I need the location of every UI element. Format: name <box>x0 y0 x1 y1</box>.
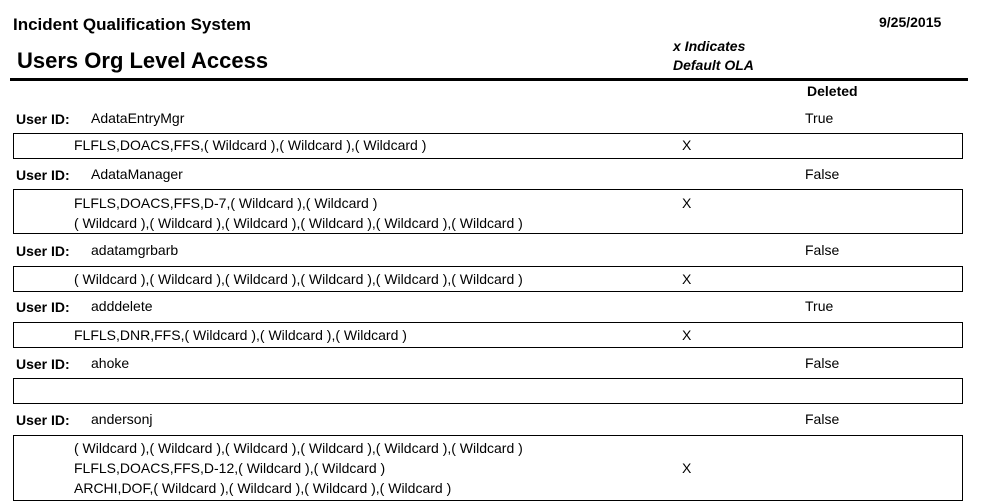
deleted-value: True <box>805 110 834 126</box>
default-ola-legend <box>673 37 754 75</box>
ola-box-empty <box>13 378 963 404</box>
default-ola-marker: X <box>682 460 692 476</box>
deleted-value: False <box>805 242 840 258</box>
ola-line: ( Wildcard ),( Wildcard ),( Wildcard ),( Wildcard ),( Wildcard ),( Wildcard ) <box>74 271 523 287</box>
deleted-value: False <box>805 411 840 427</box>
default-ola-marker: X <box>682 327 692 343</box>
legend-line-2: Default OLA <box>673 57 754 73</box>
ola-box <box>13 189 963 234</box>
ola-line: FLFLS,DOACS,FFS,( Wildcard ),( Wildcard ),( Wildcard ) <box>74 137 427 153</box>
header-rule <box>10 78 968 81</box>
default-ola-marker: X <box>682 195 692 211</box>
ola-box <box>13 266 963 292</box>
user-id-value: andersonj <box>91 411 153 427</box>
ola-line: ( Wildcard ),( Wildcard ),( Wildcard ),( Wildcard ),( Wildcard ),( Wildcard ) <box>74 215 523 231</box>
ola-box <box>13 435 963 501</box>
ola-line: FLFLS,DNR,FFS,( Wildcard ),( Wildcard ),( Wildcard ) <box>74 327 407 343</box>
user-id-value: AdataManager <box>91 166 183 182</box>
page-title: Users Org Level Access <box>17 48 269 73</box>
ola-box <box>13 133 963 159</box>
user-id-label: User ID: <box>16 412 70 428</box>
user-id-value: adatamgrbarb <box>91 242 179 258</box>
report-date: 9/25/2015 <box>879 14 942 30</box>
user-id-label: User ID: <box>16 356 70 372</box>
system-title: Incident Qualification System <box>13 15 252 34</box>
user-id-label: User ID: <box>16 111 70 127</box>
user-id-label: User ID: <box>16 167 70 183</box>
deleted-column-header: Deleted <box>807 83 858 99</box>
default-ola-marker: X <box>682 137 692 153</box>
deleted-value: False <box>805 355 840 371</box>
deleted-value: False <box>805 166 840 182</box>
user-id-label: User ID: <box>16 299 70 315</box>
user-id-value: ahoke <box>91 355 130 371</box>
user-id-label: User ID: <box>16 243 70 259</box>
ola-line: ARCHI,DOF,( Wildcard ),( Wildcard ),( Wildcard ),( Wildcard ) <box>74 480 452 496</box>
user-id-value: AdataEntryMgr <box>91 110 185 126</box>
legend-line-1: x Indicates <box>673 38 746 54</box>
user-id-value: adddelete <box>91 298 153 314</box>
ola-line: FLFLS,DOACS,FFS,D-12,( Wildcard ),( Wildcard ) <box>74 460 386 476</box>
ola-line: ( Wildcard ),( Wildcard ),( Wildcard ),( Wildcard ),( Wildcard ),( Wildcard ) <box>74 440 523 456</box>
ola-box <box>13 322 963 348</box>
default-ola-marker: X <box>682 271 692 287</box>
deleted-value: True <box>805 298 834 314</box>
ola-line: FLFLS,DOACS,FFS,D-7,( Wildcard ),( Wildcard ) <box>74 195 378 211</box>
